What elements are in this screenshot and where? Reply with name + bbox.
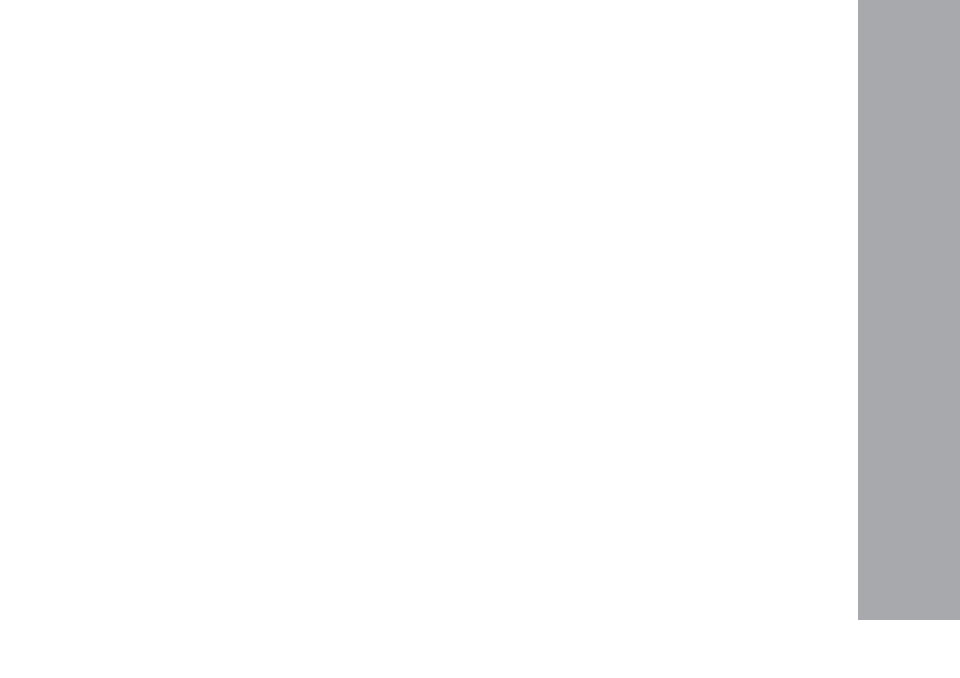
chapter-sidebar <box>858 0 960 620</box>
